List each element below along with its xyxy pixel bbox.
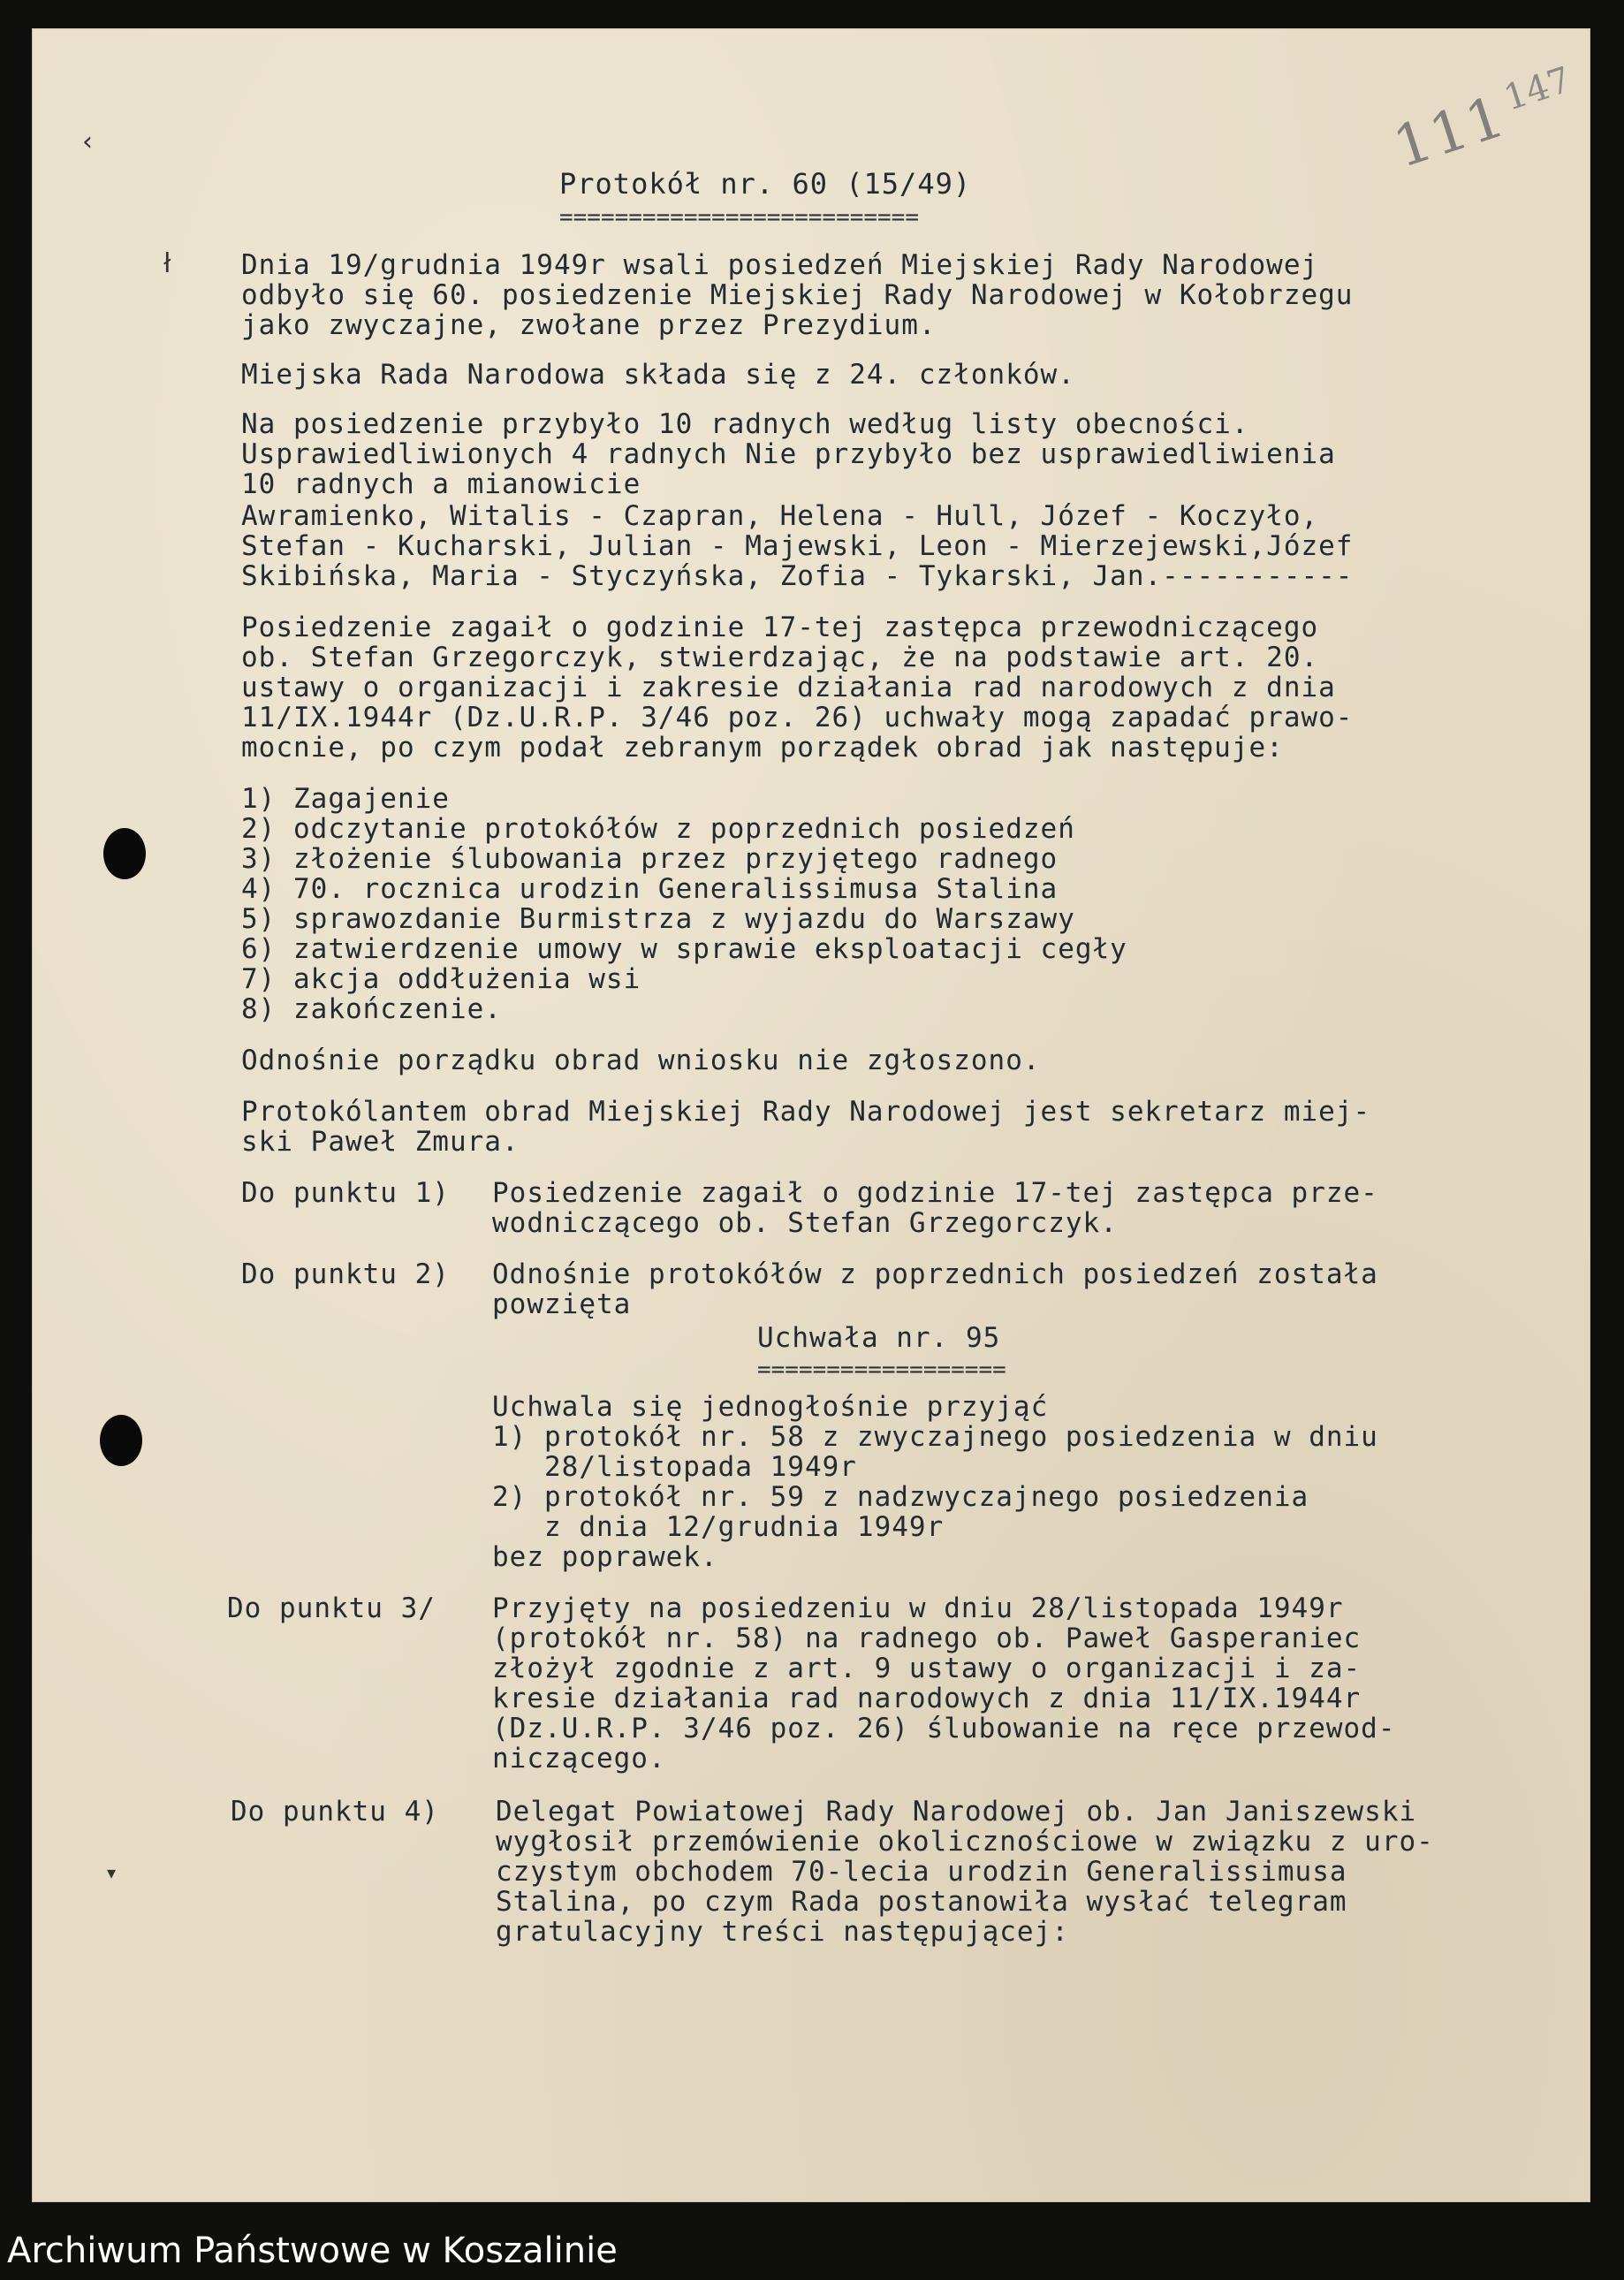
document-page <box>32 28 1590 2202</box>
point-3-line: (Dz.U.R.P. 3/46 poz. 26) ślubowanie na ręce przewod- <box>492 1713 1396 1744</box>
opening-line: mocnie, po czym podał zebranym porządek obrad jak następuje: <box>241 732 1284 764</box>
resolution-underline: ================== <box>757 1357 1006 1383</box>
title-underline: ========================== <box>559 204 919 231</box>
typed-text <box>33 29 1590 2201</box>
margin-mark: ł <box>163 248 171 279</box>
resolution-title: Uchwała nr. 95 <box>757 1322 1001 1354</box>
page-number-alt: 147 <box>1499 59 1576 119</box>
point-3-line: Przyjęty na posiedzeniu w dniu 28/listopada 1949r <box>492 1592 1344 1624</box>
recorder-line: Protokólantem obrad Miejskiej Rady Narodowej jest sekretarz miej- <box>241 1096 1371 1128</box>
recorder-line: ski Paweł Zmura. <box>241 1126 520 1158</box>
point-3-line: kresie działania rad narodowych z dnia 11/IX.1944r <box>492 1683 1362 1714</box>
attendance-line: Awramienko, Witalis - Czapran, Helena - Hull, Józef - Koczyło, <box>241 500 1319 532</box>
margin-mark: ‹ <box>82 126 93 157</box>
archive-footer <box>0 2222 1624 2280</box>
point-4-line: wygłosił przemówienie okolicznościowe w związku z uro- <box>496 1826 1434 1858</box>
attendance-line: Na posiedzenie przybyło 10 radnych według listy obecności. <box>241 408 1249 440</box>
point-3-line: złożył zgodnie z art. 9 ustawy o organizacji i za- <box>492 1653 1362 1684</box>
resolution-line: bez poprawek. <box>492 1541 718 1573</box>
point-2-line: Odnośnie protokółów z poprzednich posiedzeń została <box>492 1258 1378 1290</box>
intro-line: Dnia 19/grudnia 1949r wsali posiedzeń Miejskiej Rady Narodowej <box>241 249 1319 281</box>
point-3-line: niczącego. <box>492 1743 666 1775</box>
agenda-item: 5) sprawozdanie Burmistrza z wyjazdu do Warszawy <box>241 903 1075 935</box>
agenda-item: 1) Zagajenie <box>241 783 450 815</box>
opening-line: ob. Stefan Grzegorczyk, stwierdzając, że na podstawie art. 20. <box>241 642 1319 673</box>
attendance-line: Usprawiedliwionych 4 radnych Nie przybyło bez usprawiedliwienia <box>241 438 1336 470</box>
agenda-item: 6) zatwierdzenie umowy w sprawie eksploatacji cegły <box>241 933 1127 965</box>
point-4-line: Stalina, po czym Rada postanowiła wysłać telegram <box>496 1886 1347 1918</box>
agenda-item: 8) zakończenie. <box>241 993 502 1025</box>
point-4-line: Delegat Powiatowej Rady Narodowej ob. Jan Janiszewski <box>496 1796 1417 1828</box>
point-4-label: Do punktu 4) <box>231 1796 439 1828</box>
resolution-line: Uchwala się jednogłośnie przyjąć <box>492 1391 1049 1423</box>
point-4-line: gratulacyjny treści następującej: <box>496 1916 1069 1948</box>
agenda-item: 7) akcja oddłużenia wsi <box>241 963 641 995</box>
point-3-line: (protokół nr. 58) na radnego ob. Paweł Gasperaniec <box>492 1623 1362 1654</box>
opening-line: 11/IX.1944r (Dz.U.R.P. 3/46 poz. 26) uchwały mogą zapadać prawo- <box>241 702 1354 733</box>
resolution-line: 28/listopada 1949r <box>492 1451 857 1483</box>
point-2-label: Do punktu 2) <box>241 1258 450 1290</box>
attendance-line: Skibińska, Maria - Styczyńska, Zofia - Tykarski, Jan.----------- <box>241 560 1354 592</box>
page-number-stamp: 111 <box>1385 84 1514 181</box>
point-1-line: Posiedzenie zagaił o godzinie 17-tej zastępca prze- <box>492 1177 1378 1209</box>
agenda-item: 2) odczytanie protokółów z poprzednich posiedzeń <box>241 813 1075 845</box>
resolution-line: z dnia 12/grudnia 1949r <box>492 1511 945 1543</box>
resolution-line: 1) protokół nr. 58 z zwyczajnego posiedzenia w dniu <box>492 1421 1378 1453</box>
opening-line: Posiedzenie zagaił o godzinie 17-tej zastępca przewodniczącego <box>241 612 1319 643</box>
document-title: Protokół nr. 60 (15/49) <box>559 167 972 201</box>
resolution-line: 2) protokół nr. 59 z nadzwyczajnego posiedzenia <box>492 1481 1309 1513</box>
intro-line: odbyło się 60. posiedzenie Miejskiej Rady Narodowej w Kołobrzegu <box>241 279 1354 311</box>
point-1-label: Do punktu 1) <box>241 1177 450 1209</box>
attendance-line: Stefan - Kucharski, Julian - Majewski, Leon - Mierzejewski,Józef <box>241 530 1354 562</box>
agenda-item: 4) 70. rocznica urodzin Generalissimusa Stalina <box>241 873 1059 905</box>
opening-line: ustawy o organizacji i zakresie działania rad narodowych z dnia <box>241 672 1336 703</box>
agenda-item: 3) złożenie ślubowania przez przyjętego radnego <box>241 843 1059 875</box>
no-motions-line: Odnośnie porządku obrad wniosku nie zgłoszono. <box>241 1045 1041 1076</box>
point-3-label: Do punktu 3/ <box>227 1592 436 1624</box>
archive-name: Archiwum Państwowe w Koszalinie <box>7 2231 618 2271</box>
members-line: Miejska Rada Narodowa składa się z 24. członków. <box>241 359 1075 391</box>
point-4-line: czystym obchodem 70-lecia urodzin Generalissimusa <box>496 1856 1347 1888</box>
point-1-line: wodniczącego ob. Stefan Grzegorczyk. <box>492 1207 1118 1239</box>
attendance-line: 10 radnych a mianowicie <box>241 468 641 500</box>
intro-line: jako zwyczajne, zwołane przez Prezydium. <box>241 309 937 341</box>
margin-mark: ▾ <box>107 1862 117 1883</box>
point-2-line: powzięta <box>492 1288 632 1320</box>
